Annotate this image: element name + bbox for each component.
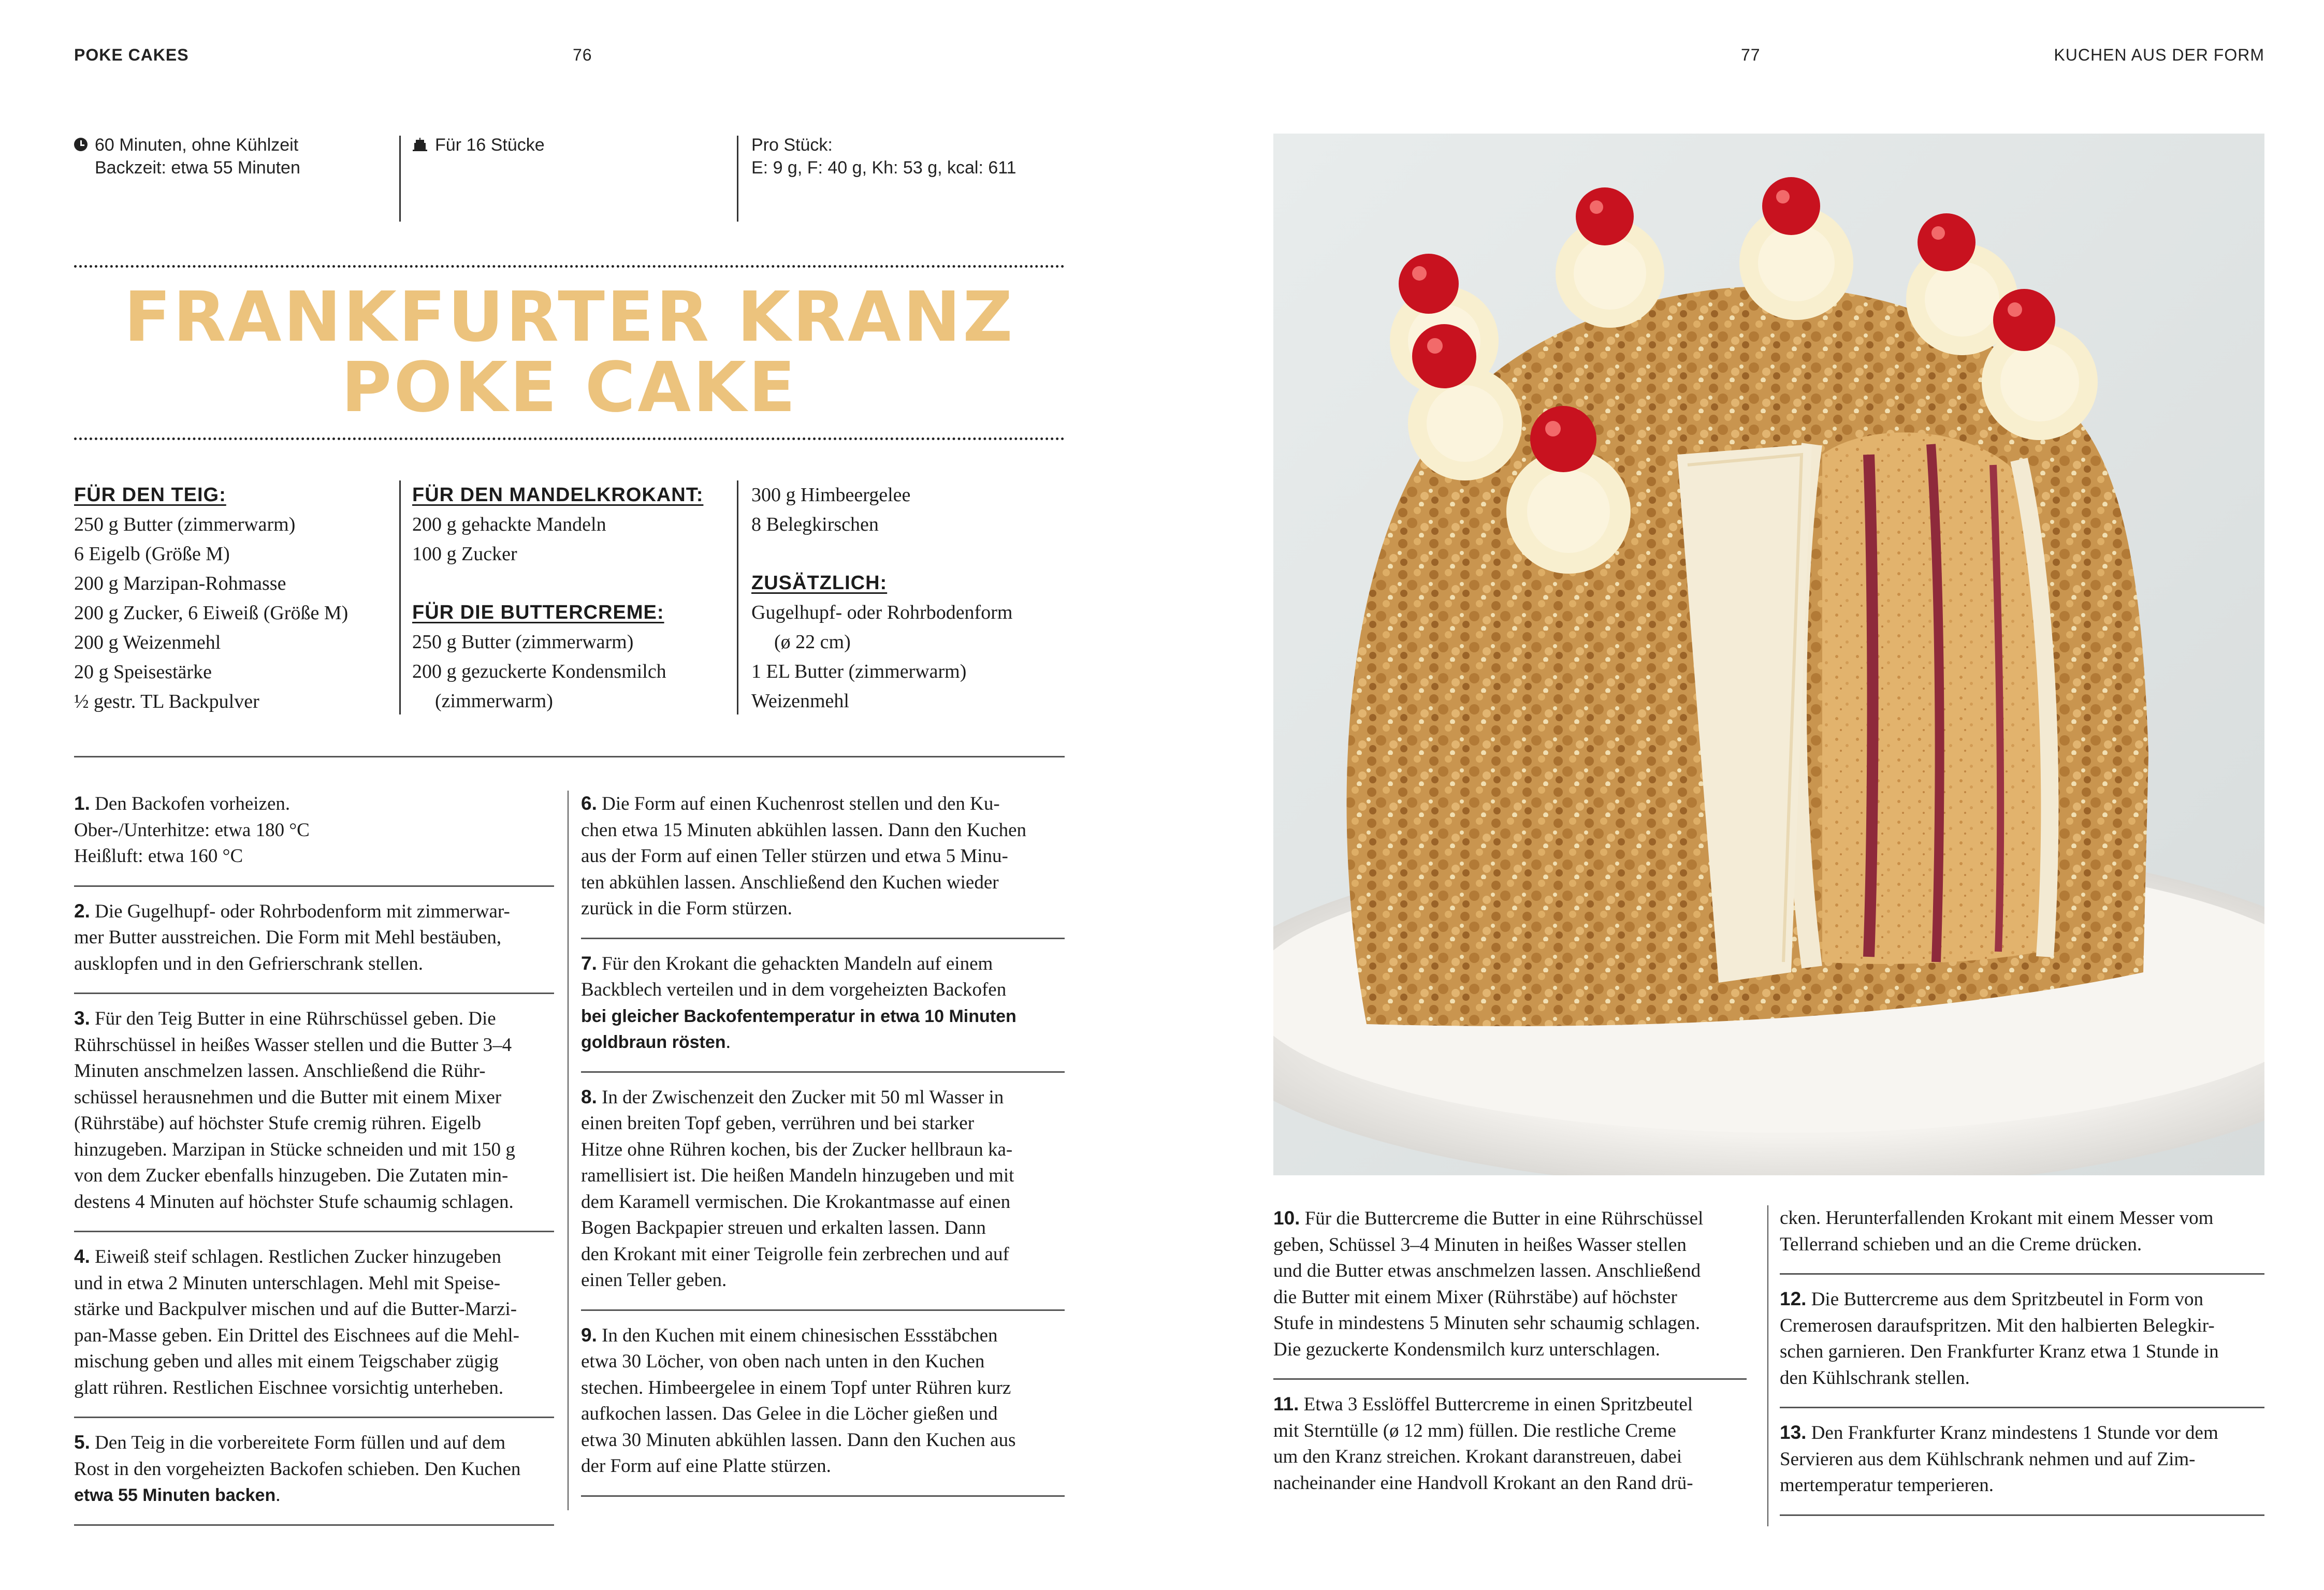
step-2: 2. Die Gugelhupf- oder Rohrbodenform mit zimmerwar- mer Butter ausstreichen. Die Form mit Mehl bestäuben, ausklopfen und in den Gefrierschrank stellen.	[74, 887, 554, 995]
step-3: 3. Für den Teig Butter in eine Rührschüssel geben. Die Rührschüssel in heißes Wasser stellen und die Butter 3–4 Minuten anschmelzen lassen. Anschließend die Rühr- schüssel herausnehmen und die Butter mit einem Mixer (Rührstäbe) auf höchster Stufe cremig rühren. Eigelb hinzugeben. Marzipan in Stücke schneiden und mit 150 g von dem Zucker ebenfalls hinzugeben. Die Zutaten min- destens 4 Minuten auf höchster Stufe schaumig schlagen.	[74, 994, 554, 1232]
ingredient-item: 250 g Butter (zimmerwarm)	[74, 514, 296, 535]
step-13: 13. Den Frankfurter Kranz mindestens 1 Stunde vor dem Servieren aus dem Kühlschrank nehmen und auf Zim- mertemperatur temperieren.	[1780, 1408, 2264, 1516]
ingredient-item: Weizenmehl	[751, 690, 849, 712]
ingredients-teig	[74, 480, 348, 717]
steps-divider	[1767, 1205, 1768, 1526]
time-info	[74, 134, 300, 179]
title-line-1: FRANKFURTER KRANZ	[124, 278, 1015, 357]
ingredients-divider	[399, 480, 401, 714]
ingredient-item: (zimmerwarm)	[435, 690, 553, 712]
ingredients-heading-extra: ZUSÄTZLICH:	[751, 572, 888, 594]
ingredients-divider	[737, 480, 738, 714]
step-8: 8. In der Zwischenzeit den Zucker mit 50 ml Wasser in einen breiten Topf geben, verrühren und bei starker Hitze ohne Rühren kochen, bis der Zucker hellbraun ka- ramellisiert ist. Die heißen Mandeln hinzugeben und mit dem Karamell vermischen. Die Krokantmasse auf einen Bogen Backpapier streuen und erkalten lassen. Dann den Krokant mit einer Teigrolle fein zerbrechen und auf einen Teller geben.	[581, 1073, 1065, 1311]
ingredients-heading-teig: FÜR DEN TEIG:	[74, 484, 226, 506]
step-11: 11. Etwa 3 Esslöffel Buttercreme in einen Spritzbeutel mit Sterntülle (ø 12 mm) füllen. Die restliche Creme um den Kranz streichen. Krokant daranstreuen, dabei nacheinander eine Handvoll Krokant an den Rand drü-	[1273, 1393, 1693, 1494]
section-header-left: POKE CAKES	[74, 46, 189, 64]
ingredient-item: 200 g gezuckerte Kondensmilch	[412, 661, 666, 682]
title-line-2: POKE CAKE	[341, 348, 798, 428]
bake-time: Backzeit: etwa 55 Minuten	[95, 158, 300, 178]
ingredient-item: 200 g gehackte Mandeln	[412, 514, 606, 535]
nutrition-label: Pro Stück:	[751, 135, 833, 155]
prep-time: 60 Minuten, ohne Kühlzeit	[95, 135, 299, 155]
recipe-title	[74, 278, 1065, 428]
step-11-continued: cken. Herunterfallenden Krokant mit einem Messer vom Tellerrand schieben und an die Creme drücken.	[1780, 1205, 2264, 1275]
ingredient-item: 200 g Zucker, 6 Eiweiß (Größe M)	[74, 602, 348, 624]
dotted-rule-top	[74, 265, 1065, 268]
step-5: 5. Den Teig in die vorbereitete Form füllen und auf dem Rost in den vorgeheizten Backofen schieben. Den Kuchen etwa 55 Minuten backen.	[74, 1418, 554, 1526]
ingredient-item: 100 g Zucker	[412, 543, 517, 565]
steps-column-4	[1780, 1205, 2264, 1516]
servings-text: Für 16 Stücke	[435, 135, 545, 155]
step-10: 10. Für die Buttercreme die Butter in eine Rührschüssel geben, Schüssel 3–4 Minuten in heißes Wasser stellen und die Butter etwas anschmelzen lassen. Anschließend die Butter mit einem Mixer (Rührstäbe) auf höchster Stufe in mindestens 5 Minuten sehr schaumig schlagen. Die gezuckerte Kondensmilch kurz unterschlagen.	[1273, 1205, 1747, 1380]
ingredient-item: 20 g Speisestärke	[74, 661, 212, 683]
info-divider	[737, 136, 738, 222]
step-6: 6. Die Form auf einen Kuchenrost stellen und den Ku- chen etwa 15 Minuten abkühlen lassen. Dann den Kuchen aus der Form auf einen Teller stürzen und etwa 5 Minu- ten abkühlen lassen. Anschließend den Kuchen wieder zurück in die Form stürzen.	[581, 791, 1065, 939]
ingredient-item: 1 EL Butter (zimmerwarm)	[751, 661, 967, 682]
ingredient-item: 8 Belegkirschen	[751, 514, 879, 535]
ingredient-item: 200 g Weizenmehl	[74, 632, 221, 653]
step-9: 9. In den Kuchen mit einem chinesischen Essstäbchen etwa 30 Löcher, von oben nach unten in den Kuchen stechen. Himbeergelee in einem Topf unter Rühren kurz aufkochen lassen. Das Gelee in die Löcher gießen und etwa 30 Minuten abkühlen lassen. Dann den Kuchen aus der Form auf eine Platte stürzen.	[581, 1311, 1065, 1497]
ingredients-heading-creme: FÜR DIE BUTTERCREME:	[412, 602, 664, 623]
ingredients-heading-krokant: FÜR DEN MANDELKROKANT:	[412, 484, 704, 506]
ingredient-item: 200 g Marzipan-Rohmasse	[74, 573, 286, 594]
nutrition-values: E: 9 g, F: 40 g, Kh: 53 g, kcal: 611	[751, 158, 1016, 178]
steps-top-rule	[74, 756, 1065, 757]
clock-icon	[74, 138, 88, 151]
step-4: 4. Eiweiß steif schlagen. Restlichen Zucker hinzugeben und in etwa 2 Minuten unterschlagen. Mehl mit Speise- stärke und Backpulver mischen und auf die Butter-Marzi- pan-Masse geben. Ein Drittel des Eischnees auf die Mehl- mischung geben und alles mit einem Teigschaber zügig glatt rühren. Restlichen Eischnee vorsichtig unterheben.	[74, 1232, 554, 1418]
servings-info	[412, 134, 545, 156]
steps-column-1	[74, 791, 554, 1526]
ingredient-item: (ø 22 cm)	[774, 631, 851, 653]
dotted-rule-bottom	[74, 437, 1065, 440]
page-number-right: 77	[1741, 46, 1761, 64]
nutrition-info	[751, 134, 1016, 179]
cake-photo	[1273, 134, 2264, 1175]
ingredient-item: 6 Eigelb (Größe M)	[74, 543, 230, 565]
section-header-right: KUCHEN AUS DER FORM	[2054, 46, 2264, 64]
steps-column-2	[581, 791, 1065, 1497]
ingredient-item: 250 g Butter (zimmerwarm)	[412, 631, 634, 653]
steps-column-3	[1273, 1205, 1747, 1512]
page-number-left: 76	[573, 46, 592, 64]
step-12: 12. Die Buttercreme aus dem Spritzbeutel in Form von Cremerosen daraufspritzen. Mit den halbierten Belegkir- schen garnieren. Den Frankfurter Kranz etwa 1 Stunde in den Kühlschrank stellen.	[1780, 1275, 2264, 1408]
ingredient-item: ½ gestr. TL Backpulver	[74, 691, 259, 712]
cake-icon	[412, 138, 428, 151]
ingredients-extra	[751, 480, 1012, 716]
info-divider	[399, 136, 401, 222]
step-1: 1. Den Backofen vorheizen. Ober-/Unterhitze: etwa 180 °C Heißluft: etwa 160 °C	[74, 791, 554, 887]
ingredients-krokant-creme	[412, 480, 703, 716]
steps-divider	[568, 791, 569, 1510]
ingredient-item: Gugelhupf- oder Rohrbodenform	[751, 602, 1013, 623]
step-7: 7. Für den Krokant die gehackten Mandeln auf einem Backblech verteilen und in dem vorgeheizten Backofen bei gleicher Backofentemperatur in etwa 10 Minuten goldbraun rösten.	[581, 939, 1065, 1073]
ingredient-item: 300 g Himbeergelee	[751, 484, 911, 506]
